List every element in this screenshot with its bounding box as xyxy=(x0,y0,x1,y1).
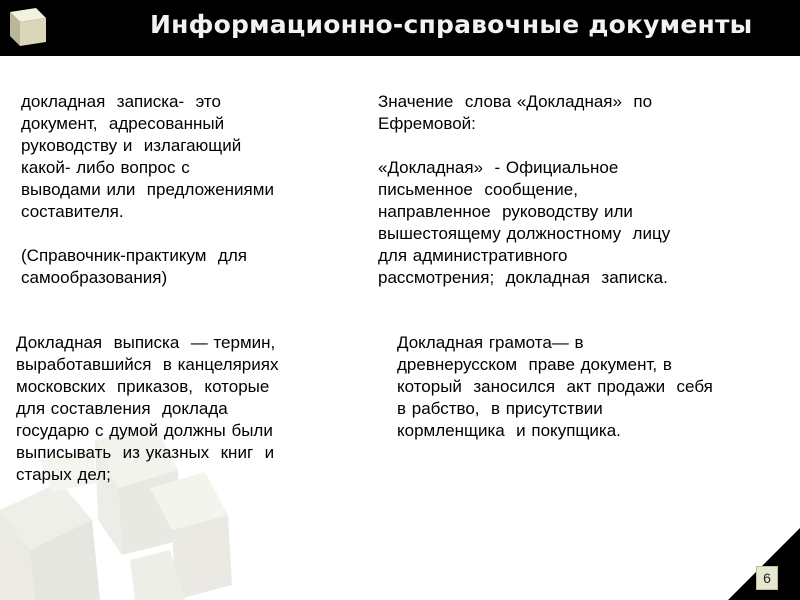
slide-title: Информационно-справочные документы xyxy=(150,10,753,39)
text-block-memo-definition: докладная записка- это документ, адресованный руководству и излагающий какой- либо вопрос с выводами или предложениями составителя. (Справочник-практикум для самообразования) xyxy=(21,92,274,287)
page-number: 6 xyxy=(756,566,778,590)
text-block-efremova-definition: Значение слова «Докладная» по Ефремовой: «Докладная» - Официальное письменное сообщение, направленное руководству или вышестоящему должностному лицу для административного рассмотрения; докладная записка. xyxy=(378,92,671,287)
text-block-report-charter: Докладная грамота— в древнерусском праве документ, в который заносился акт продажи себя в рабство, в присутствии кормленщика и покупщика. xyxy=(397,333,713,440)
cube-icon xyxy=(6,4,50,48)
title-bar xyxy=(0,0,800,56)
text-block-report-extract: Докладная выписка — термин, выработавшийся в канцеляриях московских приказов, которые для составления доклада государю с думой должны были выписывать из указных книг и старых дел; xyxy=(16,333,279,484)
